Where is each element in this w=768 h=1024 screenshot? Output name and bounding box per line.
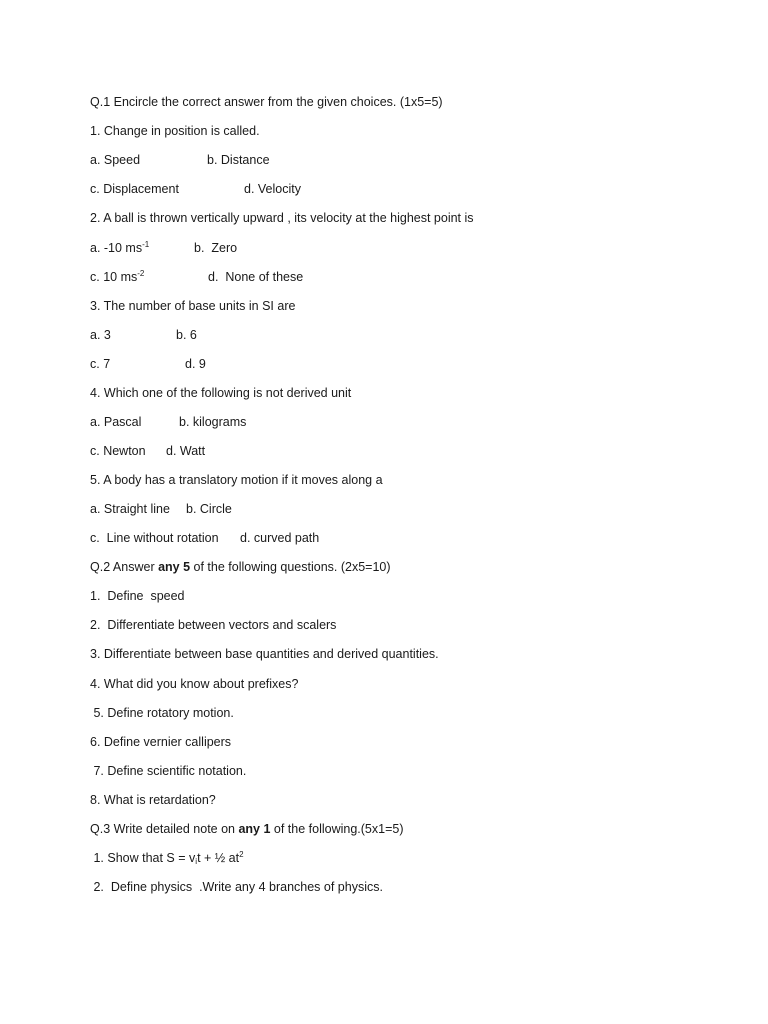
q2-item-3: 3. Differentiate between base quantities and derived quantities. <box>90 647 439 661</box>
q1-options-5ab <box>90 500 390 518</box>
q1-question-1: 1. Change in position is called. <box>90 124 260 138</box>
option-d: d. None of these <box>208 270 304 284</box>
q1-question-5: 5. A body has a translatory motion if it moves along a <box>90 473 383 487</box>
q1-options-3cd <box>90 355 390 373</box>
option-a: a. Speed <box>90 153 141 167</box>
q2-item-8: 8. What is retardation? <box>90 793 216 807</box>
option-a: a. 3 <box>90 328 111 342</box>
q2-item-4: 4. What did you know about prefixes? <box>90 677 299 691</box>
q1-options-4ab <box>90 413 390 431</box>
q1-options-2ab <box>90 239 390 257</box>
q2-item-6: 6. Define vernier callipers <box>90 735 232 749</box>
option-c: c. Line without rotation <box>90 531 219 545</box>
q2-item-5: 5. Define rotatory motion. <box>90 706 234 720</box>
q2-item-7: 7. Define scientific notation. <box>90 764 247 778</box>
option-d: d. 9 <box>185 357 206 371</box>
q1-options-2cd <box>90 268 390 286</box>
q3-item-1: 1. Show that $S = v_it$ + ½ $at^2$ <box>90 850 244 866</box>
q3-item-2: 2. Define physics .Write any 4 branches of physics. <box>90 880 383 894</box>
option-a: a. Pascal <box>90 415 142 429</box>
option-b: b. Circle <box>186 502 232 516</box>
option-d: d. Velocity <box>244 182 301 196</box>
superscript: 2 <box>239 850 244 859</box>
q1-options-5cd <box>90 529 390 547</box>
q1-question-3: 3. The number of base units in SI are <box>90 299 296 313</box>
q1-question-2: 2. A ball is thrown vertically upward , its velocity at the highest point is <box>90 211 474 225</box>
q1-heading: Q.1 Encircle the correct answer from the given choices. (1x5=5) <box>90 95 443 109</box>
subscript: i <box>195 857 198 866</box>
q1-question-4: 4. Which one of the following is not derived unit <box>90 386 352 400</box>
option-b: b. kilograms <box>179 415 247 429</box>
q2-item-1: 1. Define speed <box>90 589 185 603</box>
option-c: c. Displacement <box>90 182 179 196</box>
option-c: c. 10 $ms^{-2}$ <box>90 269 145 284</box>
q2-heading: Q.2 Answer any 5 of the following questions. (2x5=10) <box>90 560 391 574</box>
option-c: c. 7 <box>90 357 111 371</box>
q2-item-2: 2. Differentiate between vectors and scalers <box>90 618 337 632</box>
q1-options-1ab <box>90 151 390 169</box>
q3-heading: Q.3 Write detailed note on any 1 of the following.(5x1=5) <box>90 822 404 836</box>
option-d: d. Watt <box>166 444 206 458</box>
option-b: b. 6 <box>176 328 197 342</box>
option-c: c. Newton <box>90 444 146 458</box>
option-a: a. Straight line <box>90 502 170 516</box>
q1-options-1cd <box>90 180 390 198</box>
q1-options-3ab <box>90 326 390 344</box>
option-b: b. Zero <box>194 241 238 255</box>
option-b: b. Distance <box>207 153 270 167</box>
option-a: a. -10 $ms^{-1}$ <box>90 240 150 255</box>
superscript: -2 <box>137 269 145 278</box>
superscript: -1 <box>142 240 150 249</box>
option-d: d. curved path <box>240 531 320 545</box>
q1-options-4cd <box>90 442 390 460</box>
